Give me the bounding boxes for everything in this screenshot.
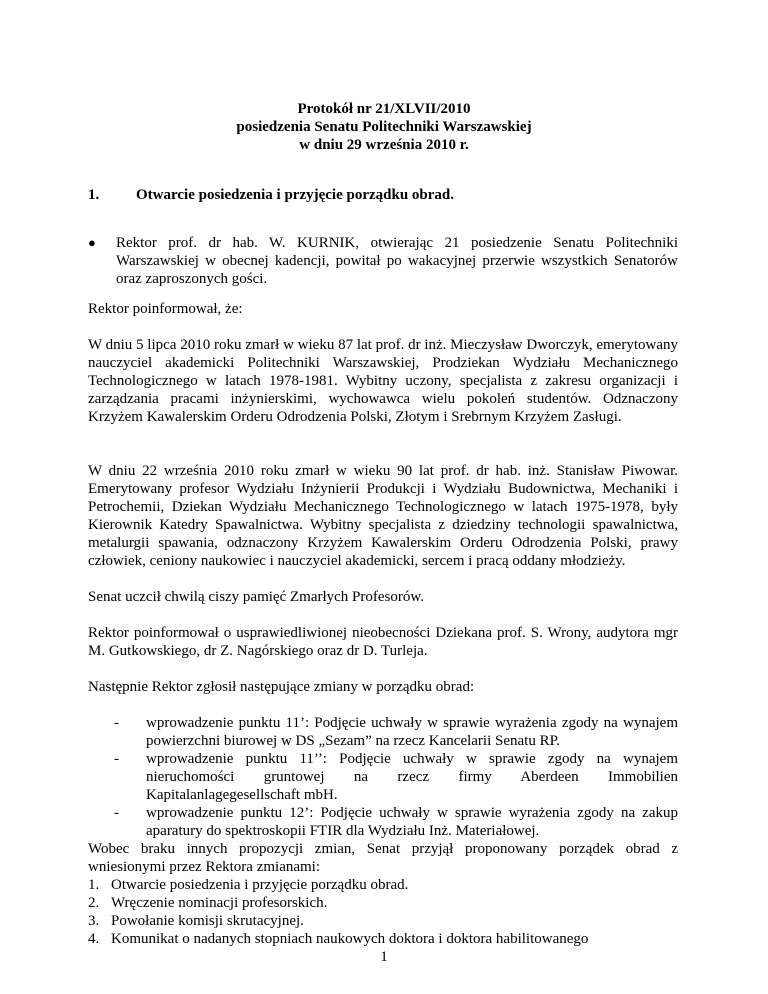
section-number: 1. bbox=[88, 187, 100, 203]
dash-marker: - bbox=[114, 715, 119, 731]
agenda-list bbox=[88, 876, 678, 948]
list-item bbox=[88, 714, 678, 750]
paragraph-silence: Senat uczcił chwilą ciszy pamięć Zmarłych Profesorów. bbox=[88, 589, 424, 605]
bullet-icon: ● bbox=[88, 235, 96, 250]
agenda-item bbox=[88, 912, 678, 930]
agenda-text: Powołanie komisji skrutacyjnej. bbox=[111, 913, 304, 929]
agenda-item bbox=[88, 894, 678, 912]
agenda-text: Wręczenie nominacji profesorskich. bbox=[111, 895, 328, 911]
list-item bbox=[88, 804, 678, 840]
paragraph-absences: Rektor poinformował o usprawiedliwionej nieobecności Dziekana prof. S. Wrony, audytora mgr M. Gutkowskiego, dr Z. Nagórskiego oraz dr D. Turleja. bbox=[88, 625, 678, 659]
title-line-2: posiedzenia Senatu Politechniki Warszawskiej bbox=[236, 119, 532, 135]
agenda-number: 1. bbox=[88, 877, 100, 893]
title-line-3: w dniu 29 września 2010 r. bbox=[299, 137, 469, 153]
paragraph-intro: Rektor poinformował, że: bbox=[88, 301, 243, 317]
agenda-number: 2. bbox=[88, 895, 100, 911]
list-item-text: wprowadzenie punktu 11’: Podjęcie uchwały w sprawie wyrażenia zgody na wynajem powierzchni biurowej w DS „Sezam” na rzecz Kancelarii Senatu RP. bbox=[146, 715, 678, 749]
list-item-text: wprowadzenie punktu 11’’: Podjęcie uchwały w sprawie zgody na wynajem nieruchomości gruntowej na rzecz firmy Aberdeen Immobilien Kapitalanlagegesellschaft mbH. bbox=[146, 751, 678, 803]
paragraph-obituary-1: W dniu 5 lipca 2010 roku zmarł w wieku 87 lat prof. dr inż. Mieczysław Dworczyk, emerytowany nauczyciel akademicki Politechniki Warszawskiej, Prodziekan Wydziału Mechanicznego Technologicznego w latach 1978-1981. Wybitny uczony, specjalista z zakresu organizacji i zarządzania pracami inżynierskimi, wychowawca wielu pokoleń studentów. Odznaczony Krzyżem Kawalerskim Orderu Odrodzenia Polski, Złotym i Srebrnym Krzyżem Zasługi. bbox=[88, 337, 678, 425]
agenda-text: Otwarcie posiedzenia i przyjęcie porządku obrad. bbox=[111, 877, 409, 893]
paragraph-changes-intro: Następnie Rektor zgłosił następujące zmiany w porządku obrad: bbox=[88, 679, 475, 695]
list-item bbox=[88, 750, 678, 804]
paragraph-agenda-intro: Wobec braku innych propozycji zmian, Senat przyjął proponowany porządek obrad z wniesionymi przez Rektora zmianami: bbox=[88, 841, 678, 875]
dash-marker: - bbox=[114, 805, 119, 821]
bullet-text: Rektor prof. dr hab. W. KURNIK, otwierając 21 posiedzenie Senatu Politechniki Warszawskiej w obecnej kadencji, powitał po wakacyjnej przerwie wszystkich Senatorów oraz zaproszonych gości. bbox=[116, 235, 678, 287]
document-title bbox=[0, 100, 768, 154]
paragraph-obituary-2: W dniu 22 września 2010 roku zmarł w wieku 90 lat prof. dr hab. inż. Stanisław Piwowar. Emerytowany profesor Wydziału Inżynierii Produkcji i Wydziału Budownictwa, Mechaniki i Petrochemii, Dziekan Wydziału Mechanicznego Technologicznego w latach 1975-1978, były Kierownik Katedry Spawalnictwa. Wybitny specjalista z dziedziny technologii spawalnictwa, metalurgii spawania, odznaczony Krzyżem Kawalerskim Orderu Odrodzenia Polski, prawy człowiek, ceniony naukowiec i nauczyciel akademicki, sercem i pracą oddany młodzieży. bbox=[88, 463, 678, 569]
dash-marker: - bbox=[114, 751, 119, 767]
page-number: 1 bbox=[380, 949, 388, 965]
agenda-item bbox=[88, 876, 678, 894]
title-line-1: Protokół nr 21/XLVII/2010 bbox=[297, 101, 471, 117]
agenda-item bbox=[88, 930, 678, 948]
agenda-number: 4. bbox=[88, 931, 100, 947]
changes-list bbox=[88, 714, 678, 840]
section-title: Otwarcie posiedzenia i przyjęcie porządku obrad. bbox=[136, 187, 455, 203]
agenda-number: 3. bbox=[88, 913, 100, 929]
agenda-text: Komunikat o nadanych stopniach naukowych doktora i doktora habilitowanego bbox=[111, 931, 589, 947]
list-item-text: wprowadzenie punktu 12’: Podjęcie uchwały w sprawie wyrażenia zgody na zakup aparatury do spektroskopii FTIR dla Wydziału Inż. Materiałowej. bbox=[146, 805, 678, 839]
